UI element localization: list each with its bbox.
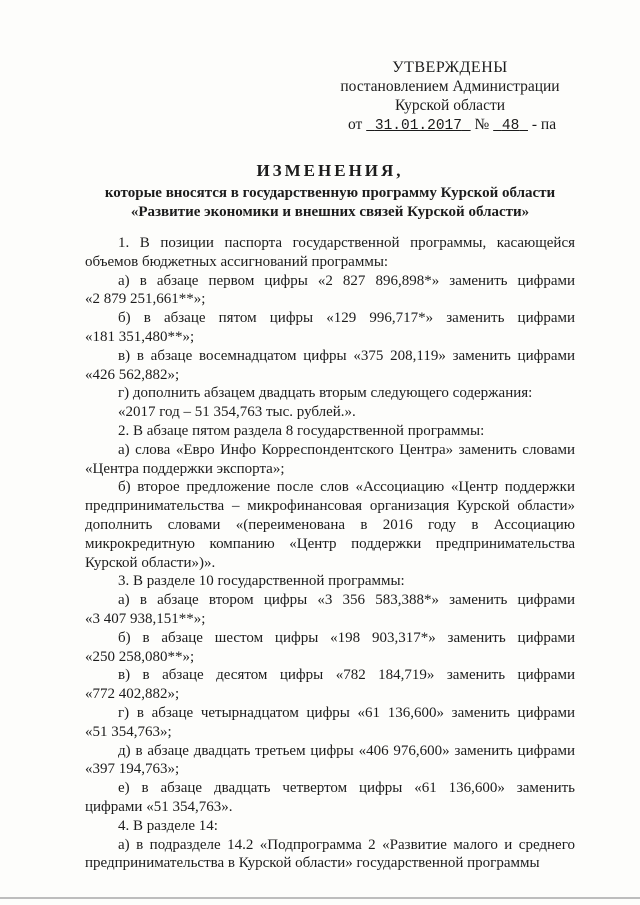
paragraph-line: 3. В разделе 10 государственной программы: (118, 573, 405, 590)
paragraph-line: д) в абзаце двадцать третьем цифры «406 976,600» заменить цифрами (118, 742, 575, 759)
paragraph-line: а) в абзаце втором цифры «3 356 583,388*» заменить цифрами (118, 592, 575, 609)
paragraph-line: а) в подразделе 14.2 «Подпрограмма 2 «Развитие малого и среднего (118, 836, 575, 853)
paragraph (85, 422, 575, 441)
paragraph-line: а) в абзаце первом цифры «2 827 896,898*» заменить цифрами (118, 272, 575, 289)
paragraph (85, 742, 575, 780)
paragraph-line: 1. В позиции паспорта государственной программы, касающейся (118, 235, 575, 251)
paragraph (85, 441, 575, 479)
paragraph (85, 817, 575, 836)
paragraph-line: в) в абзаце восемнадцатом цифры «375 208,119» заменить цифрами (118, 347, 575, 364)
paragraph (85, 403, 575, 422)
paragraph (85, 591, 575, 629)
approval-title: УТВЕРЖДЕНЫ (392, 59, 508, 76)
paragraph-line: цифрами «51 354,763». (85, 798, 233, 815)
approval-suffix: - па (531, 116, 557, 133)
approval-line-1: постановлением Администрации (340, 78, 560, 95)
paragraph (85, 629, 575, 667)
paragraph-line: а) слова «Евро Инфо Корреспондентского Центра» заменить словами (118, 441, 575, 458)
paragraph-line: г) в абзаце четырнадцатом цифры «61 136,600» заменить цифрами (118, 704, 575, 721)
paragraph (85, 478, 575, 572)
paragraph-line: «397 194,763»; (85, 761, 180, 778)
paragraph-line: «181 351,480**»; (85, 328, 195, 345)
paragraph-line: б) в абзаце шестом цифры «198 903,317*» заменить цифрами (118, 629, 575, 646)
paragraph-line: е) в абзаце двадцать четвертом цифры «61 136,600» заменить (118, 780, 575, 797)
approval-line-2: Курской области (394, 97, 506, 114)
paragraph-line: «2 879 251,661**»; (85, 291, 206, 308)
paragraph (85, 234, 575, 272)
paragraph (85, 347, 575, 385)
paragraph-line: дополнить словами «(переименована в 2016 году в Ассоциацию (85, 516, 575, 533)
paragraph (85, 272, 575, 310)
paragraph-line: 4. В разделе 14: (118, 817, 218, 834)
paragraph-line: «772 402,882»; (85, 686, 180, 703)
paragraph-line: объемов бюджетных ассигнований программы: (85, 253, 389, 270)
heading-title: ИЗМЕНЕНИЯ, (256, 161, 404, 180)
paragraph-line: «51 354,763»; (85, 723, 172, 740)
approval-date: 31.01.2017 (374, 118, 462, 134)
approval-number-sign: № (474, 116, 490, 133)
paragraph-line: предпринимательства – микрофинансовая организация Курской области» (85, 498, 575, 515)
document-heading (70, 161, 590, 222)
paragraph (85, 572, 575, 591)
paragraph-line: «426 562,882»; (85, 366, 180, 383)
approval-stamp (330, 58, 570, 136)
paragraph-line: Курской области»)». (85, 554, 216, 571)
document-body (85, 234, 575, 873)
paragraph (85, 309, 575, 347)
paragraph-line: предпринимательства в Курской области» государственной программы (85, 855, 540, 872)
paragraph-line: «2017 год – 51 354,763 тыс. рублей.». (118, 404, 356, 421)
approval-prefix: от (348, 116, 363, 133)
approval-date-line (330, 115, 570, 136)
paragraph-line: микрокредитную компанию «Центр поддержки предпринимательства (85, 535, 575, 552)
paragraph (85, 836, 575, 874)
paragraph-line: г) дополнить абзацем двадцать вторым следующего содержания: (118, 385, 533, 402)
paragraph-line: «3 407 938,151**»; (85, 610, 206, 627)
paragraph (85, 779, 575, 817)
paragraph-line: 2. В абзаце пятом раздела 8 государственной программы: (118, 422, 485, 439)
paragraph-line: б) в абзаце пятом цифры «129 996,717*» заменить цифрами (118, 310, 575, 327)
scan-edge-divider (0, 897, 640, 899)
approval-number: 48 (501, 118, 520, 134)
paragraph (85, 384, 575, 403)
paragraph (85, 666, 575, 704)
paragraph-line: б) второе предложение после слов «Ассоциацию «Центр поддержки (118, 479, 575, 496)
paragraph-line: в) в абзаце десятом цифры «782 184,719» заменить цифрами (118, 667, 575, 684)
heading-subtitle-1: которые вносятся в государственную программу Курской области (104, 185, 556, 201)
paragraph (85, 704, 575, 742)
paragraph-line: «Центра поддержки экспорта»; (85, 460, 285, 477)
heading-subtitle-2: «Развитие экономики и внешних связей Курской области» (130, 204, 530, 220)
paragraph-line: «250 258,080**»; (85, 648, 195, 665)
